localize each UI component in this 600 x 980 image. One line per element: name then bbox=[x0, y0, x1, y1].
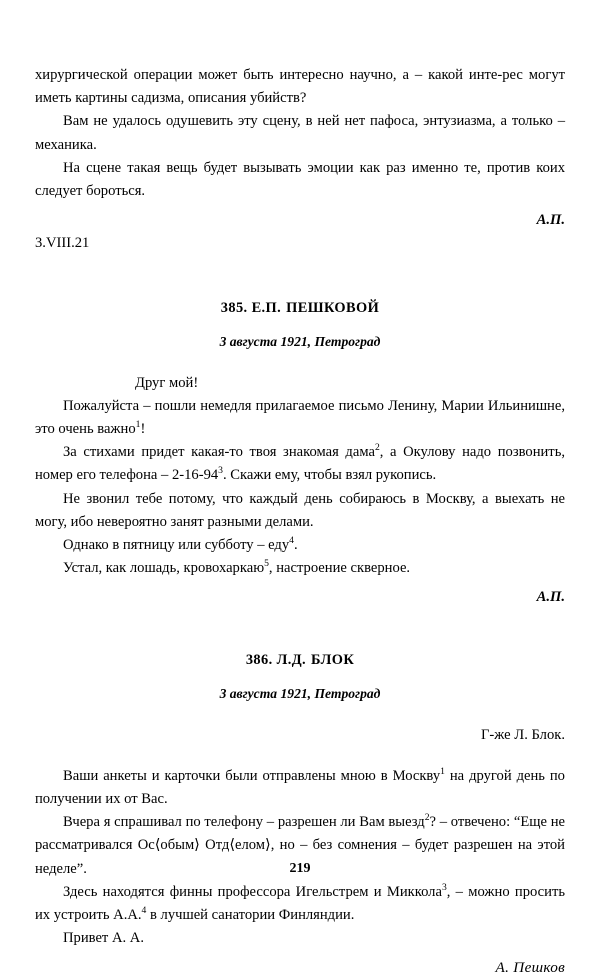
paragraph bbox=[35, 557, 565, 580]
paragraph-text: , – можно просить их устроить А.А. bbox=[35, 883, 565, 924]
letter-heading bbox=[35, 650, 565, 670]
footnote-marker: 1 bbox=[440, 766, 445, 777]
footnote-marker: 1 bbox=[135, 419, 141, 431]
footnote-marker: 2 bbox=[374, 442, 380, 454]
paragraph-text: Пожалуйста – пошли немедля прилагаемое письмо Ленину, Марии Ильинишне, это очень важно bbox=[35, 397, 565, 438]
signature: А.П. bbox=[536, 212, 565, 229]
paragraph-text: на другой день по получении их от Вас. bbox=[35, 767, 565, 808]
recipient-initials: Л.Д. bbox=[276, 651, 307, 668]
footnote-marker: 5 bbox=[264, 558, 269, 570]
footnote-marker: 2 bbox=[424, 812, 430, 824]
recipient-surname: ПЕШКОВОЙ bbox=[286, 299, 380, 316]
paragraph-continuation bbox=[35, 64, 565, 110]
footnote-marker: 4 bbox=[141, 905, 147, 917]
page-number: 219 bbox=[289, 861, 311, 876]
line-text: рес могут иметь картины садизма, описания убийств? bbox=[35, 67, 565, 107]
paragraph bbox=[35, 765, 565, 811]
footnote-marker: 3 bbox=[218, 465, 223, 477]
footnote-marker: 3 bbox=[441, 882, 447, 894]
paragraph-text: Ваши анкеты и карточки были отправлены мною в Москву bbox=[63, 767, 441, 784]
paragraph bbox=[35, 441, 565, 487]
signature: А.П. bbox=[536, 589, 565, 606]
paragraph-text: За стихами придет какая-то твоя знакомая дама bbox=[63, 444, 375, 461]
greeting: Друг мой! bbox=[135, 374, 199, 391]
recipient-initials: Е.П. bbox=[251, 299, 282, 316]
line-text: хирургической операции может быть интересно научно, а – какой инте- bbox=[35, 67, 503, 83]
paragraph-text: Устал, как лошадь, кровохаркаю bbox=[63, 560, 265, 577]
paragraph bbox=[35, 927, 565, 950]
paragraph bbox=[35, 488, 565, 534]
recipient-surname: БЛОК bbox=[311, 651, 355, 668]
paragraph-text: , а Окулову надо позвонить, номер его телефона – 2-16-94 bbox=[35, 444, 565, 484]
paragraph-text: , настроение скверное. bbox=[268, 560, 411, 577]
paragraph-text: ? – отвечено: “Еще не рассматривался Ос⟨обым⟩ Отд⟨елом⟩, но – без сомнения – будет разрешен на этой неделе”. bbox=[35, 814, 565, 877]
letter-385 bbox=[35, 298, 565, 610]
letter-number: 385. bbox=[220, 299, 248, 316]
previous-letter-tail bbox=[35, 0, 565, 256]
paragraph-text: ! bbox=[140, 421, 146, 438]
paragraph-text: Вчера я спрашивал по телефону – разрешен ли Вам выезд bbox=[63, 814, 425, 831]
paragraph-text: Однако в пятницу или субботу – еду bbox=[63, 537, 290, 554]
letter-date-line: 3.VIII.21 bbox=[35, 235, 90, 252]
paragraph-text: . bbox=[293, 537, 298, 554]
footnote-marker: 4 bbox=[289, 535, 294, 547]
letter-number: 386. bbox=[245, 651, 273, 668]
paragraph-text: в лучшей санатории Финляндии. bbox=[146, 907, 355, 924]
letter-386 bbox=[35, 650, 565, 980]
paragraph-text: Не звонил тебе потому, что каждый день собираюсь в Москву, а выехать не могу, ибо невероятно занят разными делами. bbox=[35, 490, 565, 530]
paragraph bbox=[35, 395, 565, 441]
paragraph: Вам не удалось одушевить эту сцену, в ней нет пафоса, энтузиазма, а только – механика. bbox=[35, 113, 565, 153]
letter-heading bbox=[35, 298, 565, 318]
page-content bbox=[35, 0, 565, 977]
paragraph bbox=[35, 881, 565, 927]
paragraph-text: . Скажи ему, чтобы взял рукопись. bbox=[222, 467, 437, 484]
letter-date-place: 3 августа 1921, Петроград bbox=[219, 333, 381, 349]
letter-date-place: 3 августа 1921, Петроград bbox=[219, 685, 381, 701]
paragraph-text: Привет А. А. bbox=[63, 930, 144, 947]
signature: А. Пешков bbox=[495, 959, 565, 977]
paragraph-text: Здесь находятся финны профессора Игельстрем и Миккола bbox=[63, 883, 442, 900]
paragraph: На сцене такая вещь будет вызывать эмоции как раз именно те, против коих следует бороться. bbox=[35, 159, 565, 200]
addressee-line: Г-же Л. Блок. bbox=[480, 726, 565, 743]
paragraph bbox=[35, 534, 565, 557]
